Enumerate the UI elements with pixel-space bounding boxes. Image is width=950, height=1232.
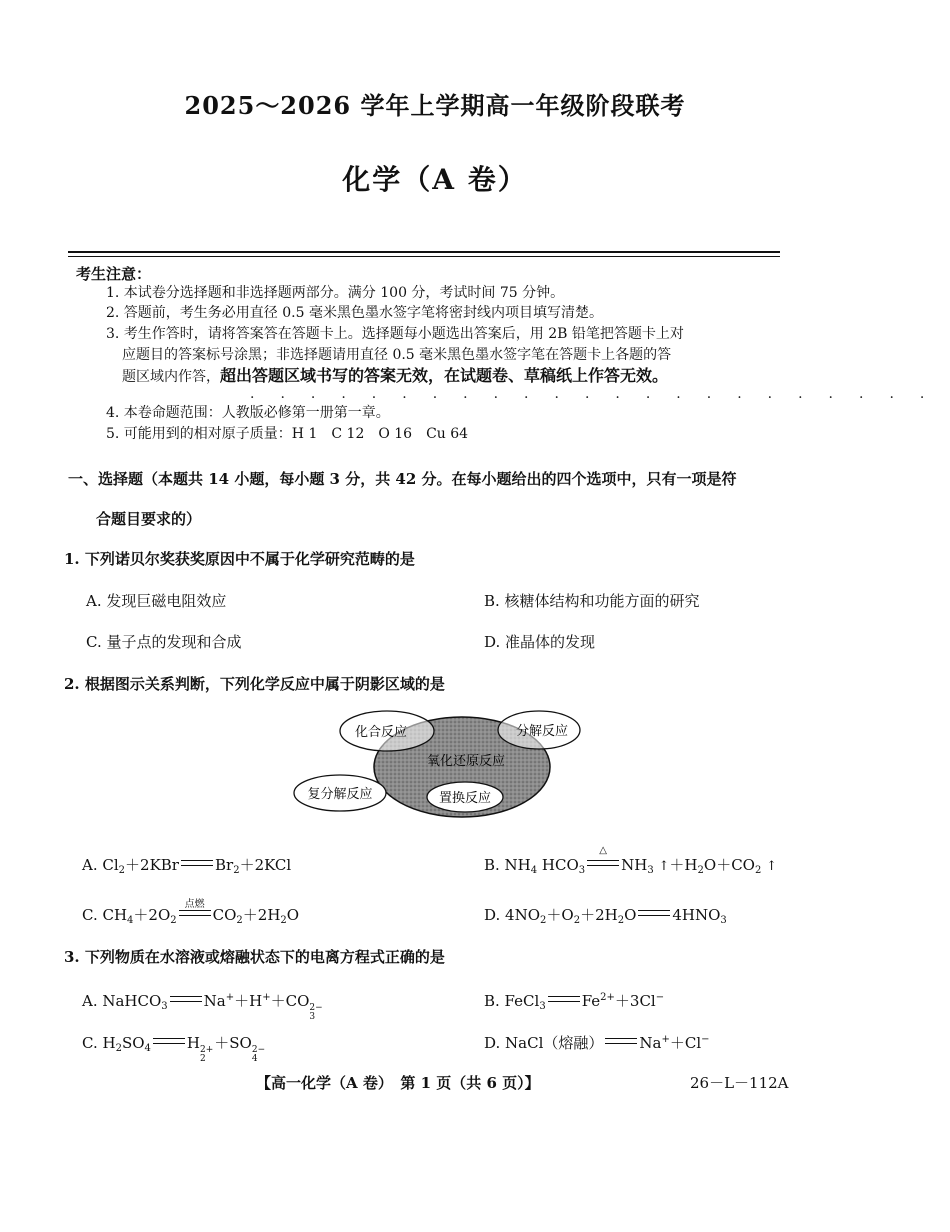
q1-option-c: C. 量子点的发现和合成 (86, 633, 242, 651)
section-heading: 一、选择题（本题共 14 小题，每小题 3 分，共 42 分。在每小题给出的四个选项中，只有一项是符 (68, 470, 737, 488)
page-footer: 【高一化学（A 卷） 第 1 页（共 6 页）】 (256, 1074, 540, 1092)
exam-subtitle: 化学（A 卷） (342, 163, 528, 196)
notice-heading: 考生注意： (76, 265, 152, 283)
notice-item-1: 1. 本试卷分选择题和非选择题两部分。满分 100 分，考试时间 75 分钟。 (106, 285, 565, 301)
q1-option-b: B. 核糖体结构和功能方面的研究 (484, 592, 700, 610)
q3-option-a: A. NaHCO$_3$ Na+＋H+＋CO 2− 3 (82, 992, 323, 1022)
question-2-stem: 2. 根据图示关系判断，下列化学反应中属于阴影区域的是 (64, 675, 445, 693)
label-double-displacement: 复分解反应 (307, 787, 373, 802)
q2-option-b: B. $NH_4$ $HCO_3$ △ $NH_3$ $↑+H_2O+CO_2$ ↑ (484, 845, 778, 876)
q1-option-a: A. 发现巨磁电阻效应 (86, 592, 227, 610)
label-combination: 化合反应 (354, 725, 408, 740)
label-redox: 氧化还原反应 (426, 754, 506, 769)
notice-emphasis: 超出答题区域书写的答案无效，在试题卷、草稿纸上作答无效。 (220, 366, 669, 385)
melt-label: 熔融 (558, 1034, 589, 1052)
q2-option-d: D. $4NO_2+O_2+2H_2O$ $4HNO_3$ (484, 906, 727, 926)
q3-option-d: D. NaCl（熔融） Na+＋Cl− (484, 1034, 710, 1052)
divider-thin (68, 256, 780, 257)
q2-option-c: C. $CH_4+2O_2$ 点燃 $CO_2+2H_2O$ (82, 904, 299, 926)
q1-option-d: D. 准晶体的发现 (484, 633, 596, 651)
exam-title: 2025～2026 学年上学期高一年级阶段联考 (184, 91, 686, 120)
ignite-condition: 点燃 (184, 899, 205, 910)
q2-option-a: A. $Cl_2+2KBr$ $Br_2+2KCl$ (82, 856, 292, 876)
notice-item-3-tail: 题区域内作答， (122, 369, 220, 385)
emphasis-dots: ······················· (250, 390, 950, 406)
notice-item-3-cont: 应题目的答案标号涂黑；非选择题请用直径 0.5 毫米黑色墨水签字笔在答题卡上各题的答 (122, 347, 672, 363)
notice-item-3-end (122, 366, 668, 387)
divider-thick (68, 251, 780, 253)
notice-item-4: 4. 本卷命题范围：人教版必修第一册第一章。 (106, 405, 390, 421)
label-decomposition: 分解反应 (515, 724, 569, 739)
reaction-venn-diagram (290, 705, 590, 825)
question-3-stem: 3. 下列物质在水溶液或熔融状态下的电离方程式正确的是 (64, 948, 445, 966)
label-displacement: 置换反应 (438, 791, 492, 806)
heat-condition: △ (599, 845, 607, 856)
question-1-stem: 1. 下列诺贝尔奖获奖原因中不属于化学研究范畴的是 (64, 550, 415, 568)
q3-option-c: C. $H_2SO_4$ H 2+ 2 ＋SO 2− 4 (82, 1034, 266, 1064)
section-heading-cont: 合题目要求的） (96, 510, 202, 528)
notice-item-2: 2. 答题前，考生务必用直径 0.5 毫米黑色墨水签字笔将密封线内项目填写清楚。 (106, 305, 603, 321)
paper-code: 26－L－112A (690, 1074, 789, 1092)
q3-option-b: B. FeCl$_3$ $Fe^{2+}+3Cl^-$ (484, 992, 665, 1012)
notice-item-3: 3. 考生作答时，请将答案答在答题卡上。选择题每小题选出答案后，用 2B 铅笔把答题卡上对 (106, 326, 684, 342)
notice-item-5: 5. 可能用到的相对原子质量：H 1 C 12 O 16 Cu 64 (106, 426, 469, 442)
